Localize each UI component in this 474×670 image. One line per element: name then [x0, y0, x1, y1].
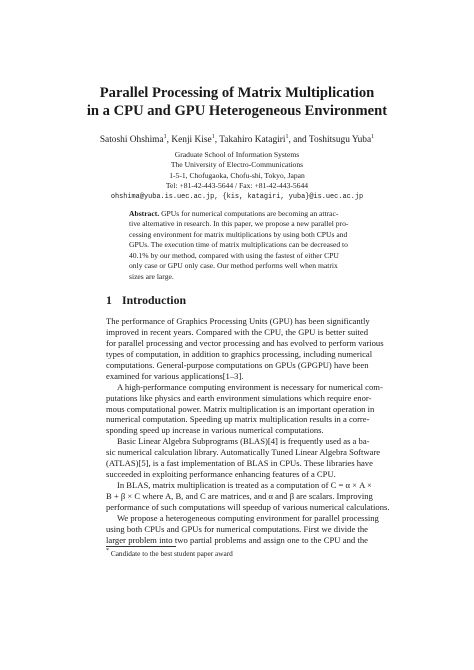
body-line: putations like physics and earth environment simulations which require enor- — [106, 392, 372, 403]
abstract-line: cessing environment for matrix multiplications by using both CPUs and — [129, 229, 348, 239]
affiliation-line: 1-5-1, Chofugaoka, Chofu-shi, Tokyo, Japan — [169, 170, 305, 180]
abstract-block — [129, 209, 357, 282]
author-separator: , and — [288, 135, 309, 145]
body-line: B + β × C where A, B, and C are matrices, and α and β are scalars. Improving — [106, 491, 373, 501]
body-line: The performance of Graphics Processing Units (GPU) has been significantly — [106, 316, 370, 326]
abstract-line: 40.1% by our method, compared with using the fastest of either CPU — [129, 250, 339, 260]
body-line: for parallel processing and vector processing and has evolved to perform various — [106, 337, 384, 348]
affiliation-mark: 1 — [163, 134, 167, 140]
body-paragraph — [106, 512, 379, 546]
author-separator: , — [214, 135, 220, 145]
title-line: Parallel Processing of Matrix Multiplication — [99, 85, 375, 101]
affiliation-mark: 1 — [285, 134, 289, 140]
body-line: We propose a heterogeneous computing environment for parallel processing — [117, 512, 379, 523]
email-addresses: ohshima@yuba.is.uec.ac.jp, {kis, katagiri, yuba}@is.uec.ac.jp — [110, 192, 364, 201]
body-line: numerical computation. Speeding up matrix multiplication results in a corre- — [106, 414, 370, 425]
abstract-line: tive alternative in research. In this paper, we propose a new parallel pro- — [129, 219, 349, 229]
paper-title — [60, 84, 414, 120]
footnote-mark: * — [106, 548, 109, 554]
footnote-text: Candidate to the best student paper award — [110, 549, 233, 558]
footnote — [106, 549, 233, 558]
author-name: Satoshi Ohshima — [99, 135, 164, 145]
body-line: sic numerical calculation library. Automatically Tuned Linear Algebra Software — [106, 447, 381, 458]
body-line: using both CPUs and GPUs for numerical computations. First we divide the — [106, 523, 368, 534]
author-separator: , — [166, 135, 172, 145]
body-line: larger problem into two partial problems and assign one to the CPU and the — [106, 534, 368, 545]
title-line: in a CPU and GPU Heterogeneous Environment — [86, 103, 388, 119]
author-list — [40, 134, 434, 146]
abstract-line: GPUs. The execution time of matrix multiplications can be decreased to — [129, 240, 348, 250]
body-line: computations. General-purpose computations on GPUs (GPGPU) have been — [106, 359, 369, 370]
affiliation-mark: 1 — [211, 134, 215, 140]
abstract-line — [129, 209, 357, 219]
abstract-line: only case or GPU only case. Our method performs well when matrix — [129, 261, 338, 271]
body-line: types of computation, in addition to graphics processing, including numerical — [106, 348, 373, 359]
author-name: Toshitsugu Yuba — [308, 135, 372, 145]
body-line: sponding speed up increase in various numerical computations. — [106, 425, 324, 436]
abstract-label: Abstract. — [129, 209, 160, 218]
author-name: Takahiro Katagiri — [219, 135, 286, 145]
body-paragraph — [106, 480, 390, 513]
body-line: (ATLAS)[5], is a fast implementation of BLAS in CPUs. These libraries have — [106, 458, 373, 469]
body-paragraph — [106, 316, 384, 382]
body-line: examined for various applications[1–3]. — [106, 370, 244, 381]
section-number: 1 — [106, 293, 112, 307]
affiliation-mark: 1 — [371, 134, 375, 140]
body-line: succeeded in exploiting performance enhancing features of a CPU. — [106, 469, 336, 480]
abstract-line: sizes are large. — [129, 271, 174, 281]
section-heading — [106, 293, 186, 307]
author-name: Kenji Kise — [171, 135, 212, 145]
body-line: In BLAS, matrix multiplication is treated as a computation of C = α × A × — [117, 480, 372, 491]
body-paragraph — [106, 381, 383, 437]
body-line: improved in recent years. Compared with the CPU, the GPU is better suited — [106, 326, 368, 337]
body-line: mous computational power. Matrix multiplication is an important operation in — [106, 403, 375, 414]
body-line: Basic Linear Algebra Subprograms (BLAS)[4] is frequently used as a ba- — [117, 436, 370, 447]
abstract-text: GPUs for numerical computations are becoming an attrac- — [161, 209, 339, 218]
affiliation-line: The University of Electro-Communications — [170, 160, 304, 170]
affiliation-line: Graduate School of Information Systems — [174, 150, 300, 159]
body-text — [106, 316, 390, 546]
footnote-rule — [106, 546, 176, 547]
affiliation-block — [40, 150, 434, 202]
affiliation-line: Tel: +81-42-443-5644 / Fax: +81-42-443-5644 — [165, 181, 309, 191]
body-line: performance of such computations will speedup of various numerical calculations. — [106, 501, 390, 512]
section-title: Introduction — [122, 293, 187, 307]
body-line: A high-performance computing environment is necessary for numerical com- — [117, 381, 383, 392]
body-paragraph — [106, 436, 381, 480]
